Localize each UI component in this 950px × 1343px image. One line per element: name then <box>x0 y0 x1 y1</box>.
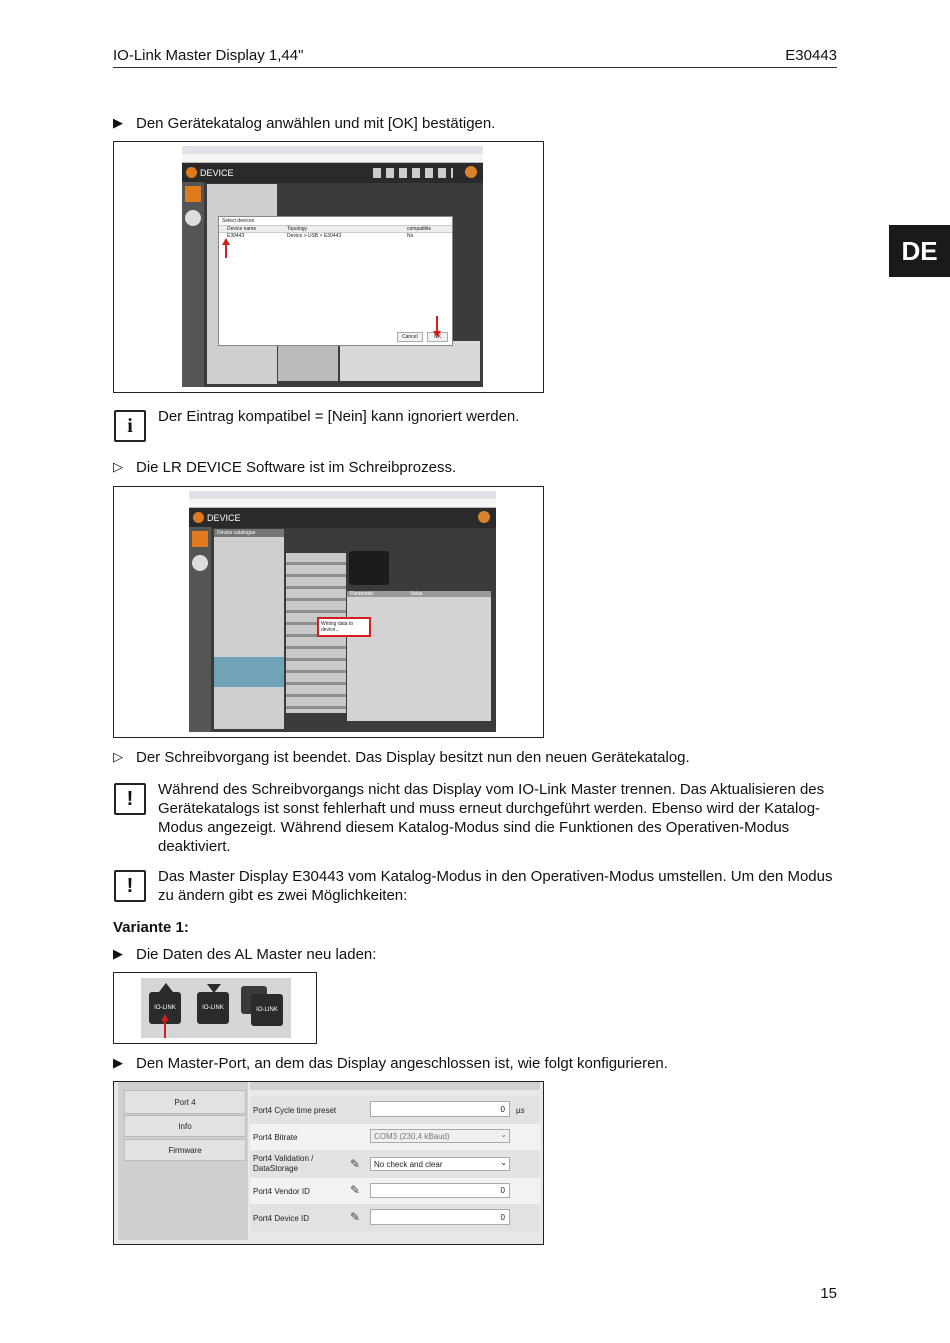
app-sidebar <box>182 182 204 387</box>
device-image <box>349 551 389 585</box>
header-rule <box>113 67 837 68</box>
download-arrow-icon <box>207 984 221 993</box>
row-compatible: No <box>407 233 414 239</box>
browser-tabs <box>189 491 496 499</box>
app-name: DEVICE <box>207 513 241 523</box>
doc-code: E30443 <box>785 47 837 64</box>
writing-progress-dialog: Writing data to device... <box>317 617 371 637</box>
browser-address-bar <box>182 154 483 163</box>
row-cycle-time <box>250 1096 540 1124</box>
screenshot-port-config <box>113 1081 544 1245</box>
app-name: DEVICE <box>200 168 234 178</box>
row-bitrate <box>250 1124 540 1150</box>
page-number: 15 <box>820 1285 837 1302</box>
red-arrow-shaft <box>164 1018 166 1038</box>
result-triangle-icon: ▷ <box>113 459 123 474</box>
device-logo-icon <box>193 512 204 523</box>
step-select-catalog: Den Gerätekatalog anwählen und mit [OK] bestätigen. <box>136 115 496 132</box>
info-note: Der Eintrag kompatibel = [Nein] kann ignoriert werden. <box>158 408 520 425</box>
app-toolbar <box>189 508 496 528</box>
cycle-time-unit: µs <box>516 1106 525 1115</box>
validation-value: No check and clear <box>374 1159 443 1169</box>
red-arrow-up-icon <box>222 238 230 245</box>
warning-icon: ! <box>114 870 146 902</box>
app-toolbar <box>182 163 483 183</box>
row-validation <box>250 1150 540 1178</box>
download-label: IO-LINK <box>202 1005 224 1011</box>
validation-label: Port4 Validation / DataStorage <box>253 1154 314 1173</box>
vendor-id-input[interactable]: 0 <box>370 1183 510 1198</box>
bitrate-select[interactable] <box>370 1129 510 1143</box>
language-tab: DE <box>889 225 950 277</box>
cycle-time-label: Port4 Cycle time preset <box>253 1106 337 1115</box>
edit-pencil-icon[interactable]: ✎ <box>350 1210 361 1224</box>
toolbar-icons <box>373 168 453 178</box>
action-triangle-icon: ▶ <box>113 115 123 130</box>
variant-heading: Variante 1: <box>113 919 189 936</box>
vendor-id-label: Port4 Vendor ID <box>253 1187 310 1196</box>
table-row[interactable] <box>219 233 452 239</box>
bitrate-value: COM3 (230,4 kBaud) <box>374 1131 450 1141</box>
select-devices-dialog <box>218 216 453 346</box>
value-header: Value <box>410 591 423 597</box>
edit-pencil-icon[interactable]: ✎ <box>350 1183 361 1197</box>
action-triangle-icon: ▶ <box>113 946 123 961</box>
selected-catalog-entry[interactable] <box>214 657 284 687</box>
param-table <box>340 341 480 381</box>
screenshot-iolink-buttons <box>113 972 317 1044</box>
warning-disconnect: Während des Schreibvorgangs nicht das Display vom IO-Link Master trennen. Das Aktualisieren des Gerätekatalogs ist sonst fehlerhaft und muss erneut durchgeführt werden. Ebenso wird der Katalog-Modus angezeigt. Während diesem Katalog-Modus sind die Funktionen des Operativen-Modus deaktiviert. <box>158 781 825 855</box>
app-sidebar <box>189 527 211 732</box>
ifm-logo-icon <box>478 511 490 523</box>
toolbar-strip <box>141 978 291 1038</box>
connect-icon <box>192 555 208 571</box>
doc-title: IO-Link Master Display 1,44" <box>113 47 304 64</box>
clipped-row <box>250 1082 540 1090</box>
step-reload-master: Die Daten des AL Master neu laden: <box>136 946 377 963</box>
col-topology: Topology <box>287 226 308 232</box>
multi-download-label: IO-LINK <box>256 1007 278 1013</box>
browser-address-bar <box>189 499 496 508</box>
validation-select[interactable] <box>370 1157 510 1171</box>
red-arrow-down-icon <box>433 331 441 338</box>
download-iolink-button[interactable] <box>197 992 229 1024</box>
setup-icon <box>185 186 201 202</box>
row-device-id <box>250 1204 540 1232</box>
port4-button[interactable]: Port 4 <box>124 1090 246 1114</box>
port-menu <box>118 1082 248 1240</box>
device-id-label: Port4 Device ID <box>253 1214 310 1223</box>
col-compatible: compatible <box>407 226 432 232</box>
col-device-name: Device name <box>227 226 257 232</box>
bitrate-label: Port4 Bitrate <box>253 1133 298 1142</box>
device-logo-icon <box>186 167 197 178</box>
upload-label: IO-LINK <box>154 1005 176 1011</box>
dialog-title: Select devices <box>219 217 452 226</box>
cancel-button[interactable]: Cancel <box>397 332 423 342</box>
multi-download-iolink-button[interactable] <box>251 994 283 1026</box>
ifm-logo-icon <box>465 166 477 178</box>
step-writing: Die LR DEVICE Software ist im Schreibprozess. <box>136 459 457 476</box>
lr-device-window <box>189 491 496 732</box>
row-vendor-id <box>250 1178 540 1204</box>
info-icon: i <box>114 410 146 442</box>
chevron-down-icon: ⌄ <box>500 1158 507 1167</box>
red-arrow-shaft <box>225 244 227 258</box>
catalog-label: Device catalogue <box>214 529 284 537</box>
row-topology: Device > USB > E30443 <box>287 233 342 239</box>
warning-icon: ! <box>114 783 146 815</box>
screenshot-writing <box>113 486 544 738</box>
catalog-panel <box>214 529 284 729</box>
param-header: Parameter <box>350 591 374 597</box>
dialog-header-row <box>219 226 452 233</box>
row-device-name: E30443 <box>227 233 245 239</box>
info-button[interactable]: Info <box>124 1115 246 1137</box>
red-arrow-up-icon <box>161 1014 169 1021</box>
edit-pencil-icon[interactable]: ✎ <box>350 1157 361 1171</box>
action-triangle-icon: ▶ <box>113 1055 123 1070</box>
step-writing-done: Der Schreibvorgang ist beendet. Das Display besitzt nun den neuen Gerätekatalog. <box>136 749 690 766</box>
red-arrow-shaft <box>436 316 438 332</box>
firmware-button[interactable]: Firmware <box>124 1139 246 1161</box>
screenshot-catalog-select <box>113 141 544 393</box>
param-table <box>347 591 491 721</box>
cycle-time-input[interactable]: 0 <box>370 1101 510 1117</box>
lr-device-window <box>182 146 483 387</box>
ok-button[interactable]: OK <box>427 332 448 342</box>
warning-switch-mode: Das Master Display E30443 vom Katalog-Modus in den Operativen-Modus umstellen. Um den Modus zu ändern gibt es zwei Möglichkeiten: <box>158 868 833 904</box>
step-configure-port: Den Master-Port, an dem das Display angeschlossen ist, wie folgt konfigurieren. <box>136 1055 668 1072</box>
upload-arrow-icon <box>159 983 173 992</box>
setup-icon <box>192 531 208 547</box>
result-triangle-icon: ▷ <box>113 749 123 764</box>
chevron-down-icon: ⌄ <box>500 1130 507 1139</box>
browser-tabs <box>182 146 483 154</box>
connect-icon <box>185 210 201 226</box>
device-id-input[interactable]: 0 <box>370 1209 510 1225</box>
